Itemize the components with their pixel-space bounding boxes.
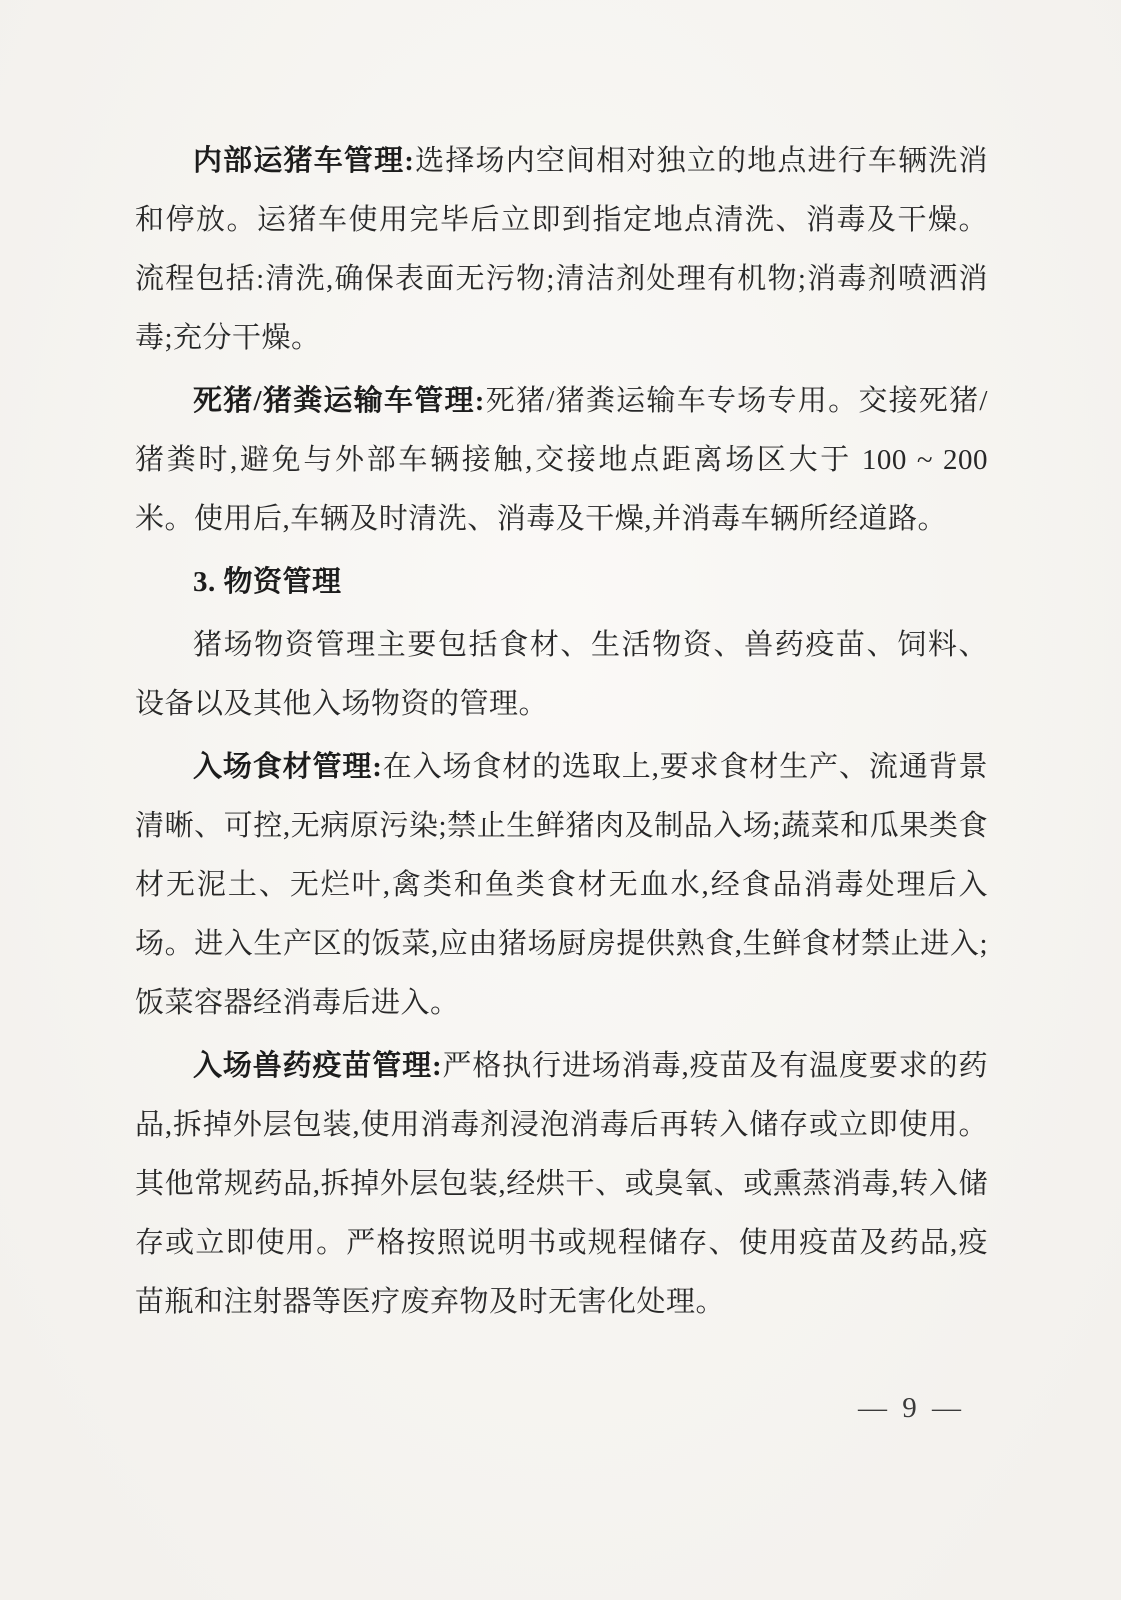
paragraph-lead: 入场兽药疫苗管理: — [193, 1050, 443, 1082]
section-heading-materials-management: 3. 物资管理 — [193, 566, 342, 598]
paragraph-materials-overview — [135, 616, 988, 734]
paragraph-text: 在入场食材的选取上,要求食材生产、流通背景清晰、可控,无病原污染;禁止生鲜猪肉及制品入场;蔬菜和瓜果类食材无泥土、无烂叶,禽类和鱼类食材无血水,经食品消毒处理后入场。进入生产区的饭菜,应由猪场厨房提供熟食,生鲜食材禁止进入;饭菜容器经消毒后进入。 — [135, 751, 988, 1019]
page-number: — 9 — — [858, 1392, 965, 1424]
paragraph-text: 猪场物资管理主要包括食材、生活物资、兽药疫苗、饲料、设备以及其他入场物资的管理。 — [135, 629, 988, 720]
paragraph-lead: 入场食材管理: — [193, 751, 383, 783]
paragraph-text: 严格执行进场消毒,疫苗及有温度要求的药品,拆掉外层包装,使用消毒剂浸泡消毒后再转入储存或立即使用。其他常规药品,拆掉外层包装,经烘干、或臭氧、或熏蒸消毒,转入储存或立即使用。严格按照说明书或规程储存、使用疫苗及药品,疫苗瓶和注射器等医疗废弃物及时无害化处理。 — [135, 1050, 988, 1318]
document-body — [135, 132, 988, 1336]
paragraph-incoming-vet-drug-vaccine-management — [135, 1037, 988, 1332]
paragraph-lead: 死猪/猪粪运输车管理: — [193, 385, 485, 417]
paragraph-incoming-food-management — [135, 738, 988, 1033]
paragraph-lead: 内部运猪车管理: — [193, 145, 415, 177]
paragraph-dead-pig-manure-truck-management — [135, 372, 988, 549]
paragraph-text: 死猪/猪粪运输车专场专用。交接死猪/猪粪时,避免与外部车辆接触,交接地点距离场区大于 100 ~ 200 米。使用后,车辆及时清洗、消毒及干燥,并消毒车辆所经道路。 — [135, 385, 988, 535]
paragraph-internal-pig-truck-management — [135, 132, 988, 368]
paragraph-text: 选择场内空间相对独立的地点进行车辆洗消和停放。运猪车使用完毕后立即到指定地点清洗、消毒及干燥。流程包括:清洗,确保表面无污物;清洁剂处理有机物;消毒剂喷洒消毒;充分干燥。 — [135, 145, 988, 354]
